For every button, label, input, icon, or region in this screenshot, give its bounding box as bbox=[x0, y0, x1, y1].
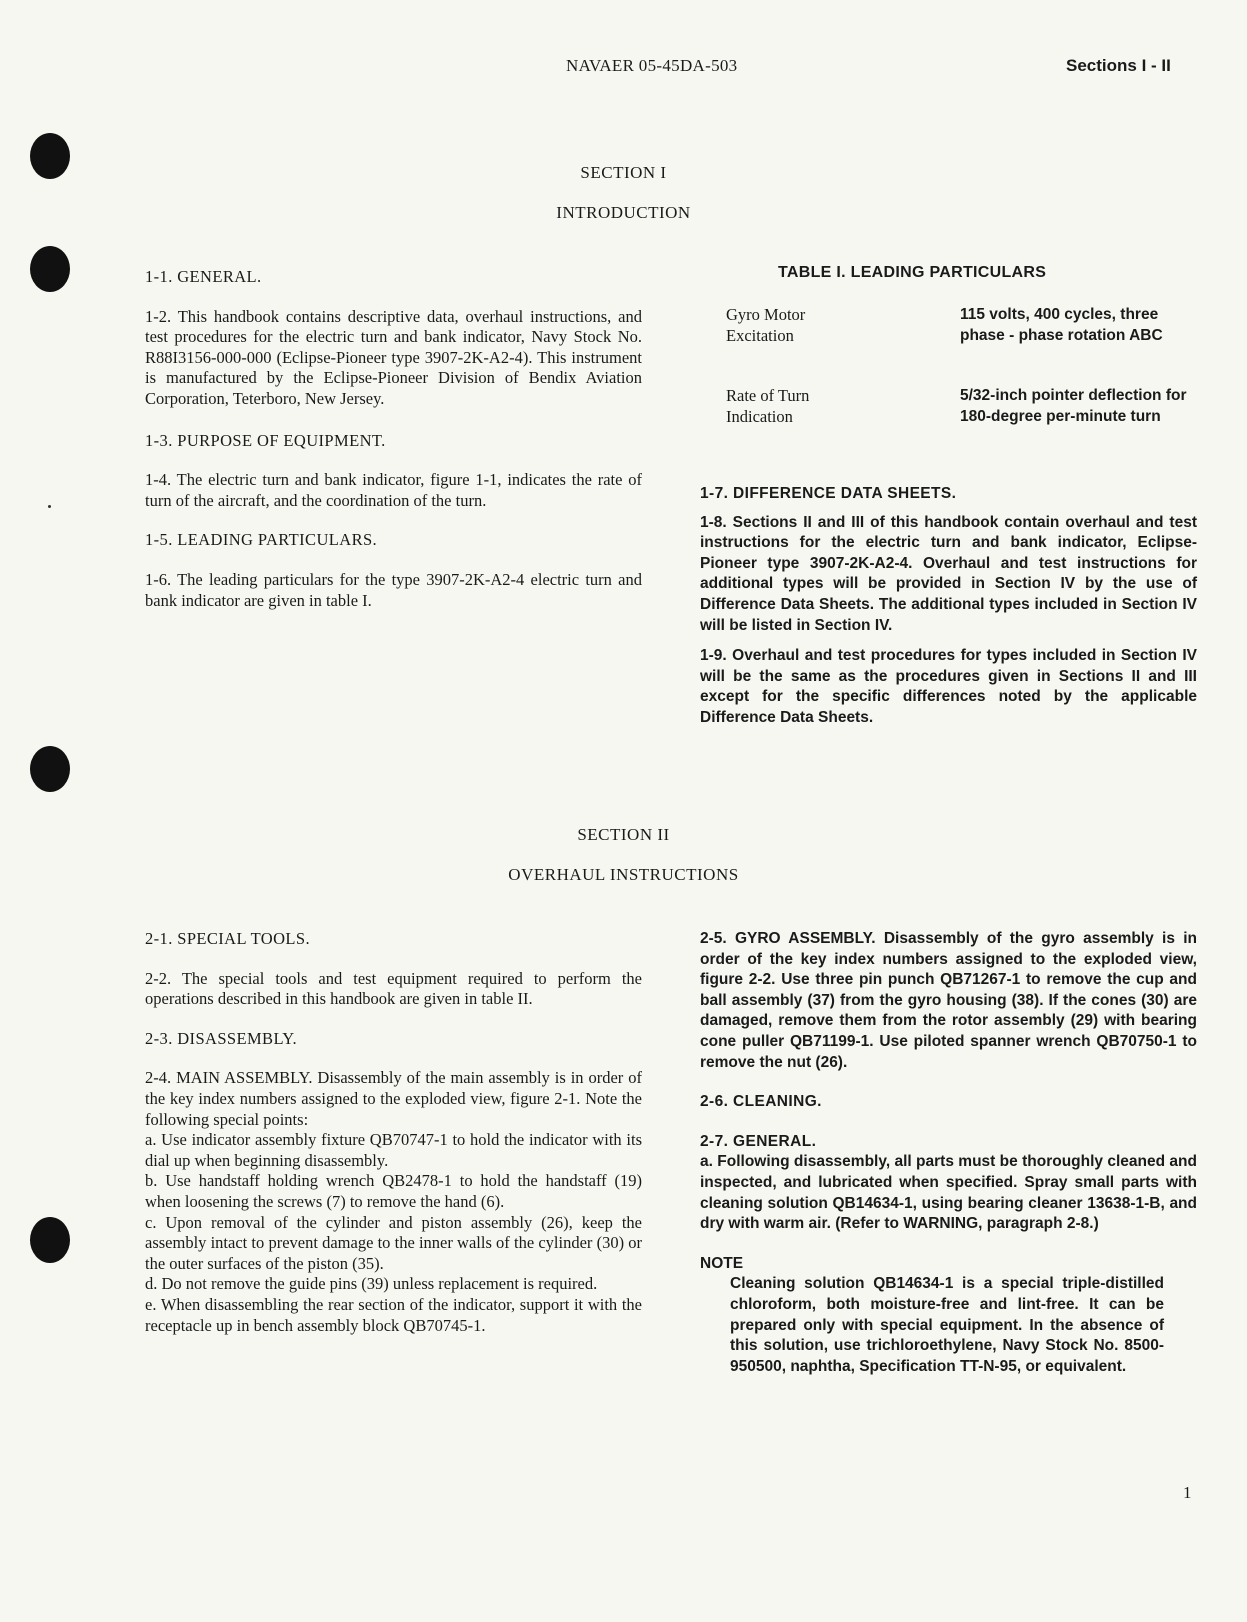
paragraph-heading: 2-3. DISASSEMBLY. bbox=[145, 1028, 297, 1048]
table-row bbox=[726, 386, 1196, 450]
paragraph-heading: 2-7. GENERAL. bbox=[700, 1132, 817, 1150]
paragraph: 2-2. The special tools and test equipment required to perform the operations described in this handbook are given in table II. bbox=[145, 968, 642, 1009]
paragraph-heading: 1-3. PURPOSE OF EQUIPMENT. bbox=[145, 430, 386, 450]
list-item: b. Use handstaff holding wrench QB2478-1 to hold the handstaff (19) when loosening the screws (7) to remove the hand (6). bbox=[145, 1171, 642, 1211]
section2-left-column bbox=[145, 929, 642, 1336]
paragraph: 2-5. GYRO ASSEMBLY. Disassembly of the gyro assembly is in order of the key index numbers assigned to the exploded view, figure 2-2. Use three pin punch QB71267-1 to remove the cup and ball assembly (37) from the gyro housing (38). If the cones (30) are damaged, remove them from the rotor assembly (29) with bearing cone puller QB71199-1. Use piloted spanner wrench QB70750-1 to remove the nut (26). bbox=[700, 930, 1197, 1071]
paragraph-heading: 1-7. DIFFERENCE DATA SHEETS. bbox=[700, 485, 957, 502]
list-item: e. When disassembling the rear section of the indicator, support it with the receptacle up in bench assembly block QB70745-1. bbox=[145, 1294, 642, 1335]
table-label: Rate of Turn Indication bbox=[726, 386, 810, 426]
paragraph: 1-8. Sections II and III of this handbook contain overhaul and test instructions for the electric turn and bank indicator, Eclipse-Pioneer type 3907-2K-A2-4. Overhaul and test instructions for additional types will be provided in Section IV by the use of Difference Data Sheets. The additional types included in Section IV will be listed in Section IV. bbox=[700, 513, 1197, 634]
section1-left-column bbox=[145, 267, 642, 611]
paragraph-heading: 1-5. LEADING PARTICULARS. bbox=[145, 530, 378, 550]
section2-right-column bbox=[700, 929, 1197, 1377]
table-value: 115 volts, 400 cycles, three phase - phase rotation ABC bbox=[960, 306, 1163, 344]
list-item: d. Do not remove the guide pins (39) unless replacement is required. bbox=[145, 1274, 598, 1294]
table-value: 5/32-inch pointer deflection for 180-degree per-minute turn bbox=[960, 387, 1187, 425]
binder-hole bbox=[30, 1217, 70, 1263]
paragraph: 1-4. The electric turn and bank indicator, figure 1-1, indicates the rate of turn of the aircraft, and the coordination of the turn. bbox=[145, 470, 642, 510]
paragraph: a. Following disassembly, all parts must be thoroughly cleaned and inspected, and lubricated when specified. Spray small parts with cleaning solution QB14634-1, using bearing cleaner 13638-1-B, and dry with warm air. (Refer to WARNING, paragraph 2-8.) bbox=[700, 1153, 1197, 1233]
note-body: Cleaning solution QB14634-1 is a special triple-distilled chloroform, both moisture-free and lint-free. It can be prepared only with special equipment. In the absence of this solution, use trichloroethylene, Navy Stock No. 8500-950500, naphtha, Specification TT-N-95, or equivalent. bbox=[730, 1275, 1164, 1375]
note-title: NOTE bbox=[700, 1254, 744, 1272]
list-item: a. Use indicator assembly fixture QB70747-1 to hold the indicator with its dial up when beginning disassembly. bbox=[145, 1130, 642, 1170]
scan-speck bbox=[48, 505, 51, 508]
section-subtitle: OVERHAUL INSTRUCTIONS bbox=[508, 865, 739, 884]
table-title: TABLE I. LEADING PARTICULARS bbox=[778, 264, 1047, 281]
paragraph-heading: 2-6. CLEANING. bbox=[700, 1093, 822, 1111]
paragraph-heading: 2-1. SPECIAL TOOLS. bbox=[145, 929, 310, 948]
section-subtitle: INTRODUCTION bbox=[556, 203, 691, 222]
table-label: Gyro Motor Excitation bbox=[726, 305, 806, 345]
page-number: 1 bbox=[1183, 1483, 1192, 1502]
section-range: Sections I - II bbox=[1066, 56, 1171, 75]
paragraph-heading: 1-1. GENERAL. bbox=[145, 267, 262, 286]
paragraph: 2-4. MAIN ASSEMBLY. Disassembly of the main assembly is in order of the key index numbers assigned to the exploded view, figure 2-1. Note the following special points: bbox=[145, 1068, 642, 1129]
table-row bbox=[726, 305, 1196, 369]
document-number: NAVAER 05-45DA-503 bbox=[566, 56, 738, 75]
list-item: c. Upon removal of the cylinder and piston assembly (26), keep the assembly intact to prevent damage to the inner walls of the cylinder (30) or the outer surfaces of the piston (35). bbox=[145, 1212, 642, 1273]
paragraph: 1-6. The leading particulars for the type 3907-2K-A2-4 electric turn and bank indicator are given in table I. bbox=[145, 569, 642, 610]
binder-hole bbox=[30, 746, 70, 792]
binder-hole bbox=[30, 246, 70, 292]
section1-right-column bbox=[700, 484, 1197, 729]
section-title: SECTION I bbox=[580, 163, 667, 182]
paragraph: 1-2. This handbook contains descriptive data, overhaul instructions, and test procedures for the electric turn and bank indicator, Navy Stock No. R88I3156-000-000 (Eclipse-Pioneer type 3907-2K-A2-4). This instrument is manufactured by the Eclipse-Pioneer Division of Bendix Aviation Corporation, Teterboro, New Jersey. bbox=[145, 306, 642, 408]
paragraph: 1-9. Overhaul and test procedures for types included in Section IV will be the same as the procedures given in Sections II and III except for the specific differences noted by the applicable Difference Data Sheets. bbox=[700, 647, 1197, 726]
section-title: SECTION II bbox=[577, 825, 670, 844]
